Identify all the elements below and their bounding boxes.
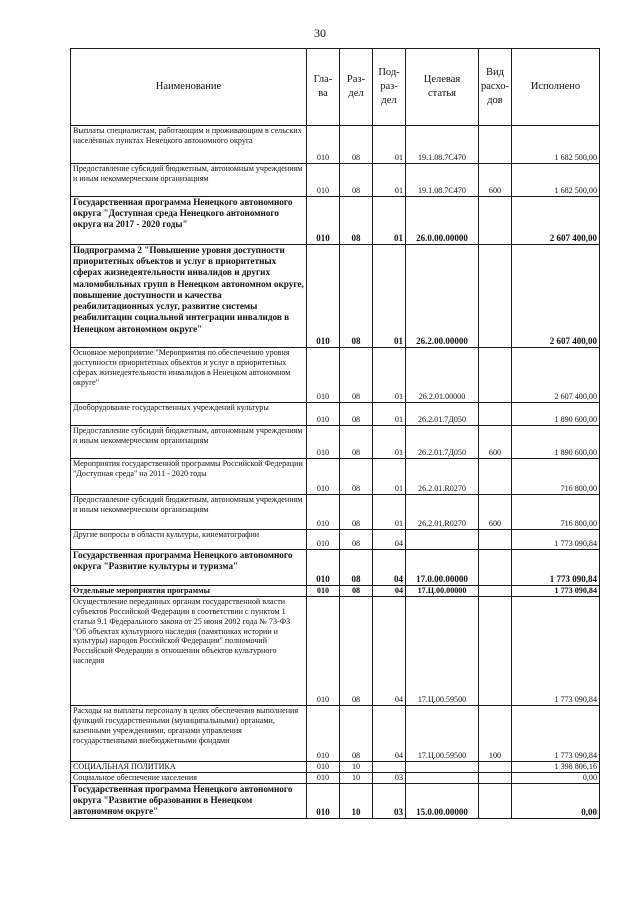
table-row [71,597,600,706]
table-row [71,426,600,459]
row-subsection: 01 [373,164,406,197]
row-target [406,773,479,784]
row-chapter: 010 [307,550,340,586]
row-target: 15.0.00.00000 [406,784,479,819]
row-section: 08 [340,550,373,586]
row-chapter: 010 [307,706,340,762]
row-section: 08 [340,197,373,245]
row-amount: 1 773 090,84 [512,530,600,550]
row-expense-type [479,550,512,586]
row-name: Предоставление субсидий бюджетным, автономным учреждениям и иным некоммерческим организациям [71,495,307,530]
row-subsection: 01 [373,197,406,245]
row-target: 19.1.08.7С470 [406,164,479,197]
row-expense-type: 600 [479,495,512,530]
header-chapter: Гла- ва [307,49,340,126]
row-section: 08 [340,495,373,530]
row-amount: 0,00 [512,773,600,784]
row-subsection: 04 [373,597,406,706]
row-name: Государственная программа Ненецкого автономного округа "Развитие образования в Ненецком автономном округе" [71,784,307,819]
row-target: 26.2.01.R0270 [406,495,479,530]
row-chapter: 010 [307,164,340,197]
row-expense-type [479,586,512,597]
row-subsection: 01 [373,348,406,403]
row-amount: 1 890 600,00 [512,403,600,426]
row-name: Осуществление переданных органам государственной власти субъектов Российской Федерации в соответствии с пунктом 1 статьи 9.1 Федерального закона от 25 июня 2002 года № 73-ФЗ "Об объектах культурного наследия (памятниках истории и культуры) народов Российской Федерации" полномочий Российской Федерации в отношении объектов культурного наследия [71,597,307,706]
row-name: Другие вопросы в области культуры, кинематографии [71,530,307,550]
row-name: Мероприятия государственной программы Российской Федерации "Доступная среда" на 2011 - 2020 годы [71,459,307,495]
budget-table [70,48,600,819]
row-section: 10 [340,773,373,784]
row-chapter: 010 [307,403,340,426]
row-amount: 1 773 090,84 [512,550,600,586]
row-section: 08 [340,706,373,762]
row-subsection: 03 [373,773,406,784]
row-chapter: 010 [307,348,340,403]
table-row [71,197,600,245]
row-section: 08 [340,348,373,403]
row-subsection: 04 [373,586,406,597]
row-subsection: 04 [373,550,406,586]
table-row [71,126,600,164]
row-amount: 1 890 600,00 [512,426,600,459]
row-target: 17.Ц.00.59500 [406,597,479,706]
row-chapter: 010 [307,530,340,550]
table-row [71,164,600,197]
row-chapter: 010 [307,426,340,459]
row-name: Дооборудование государственных учреждений культуры [71,403,307,426]
table-row [71,403,600,426]
row-expense-type: 600 [479,426,512,459]
row-target: 26.0.00.00000 [406,197,479,245]
row-amount: 1 773 090,84 [512,706,600,762]
row-expense-type [479,245,512,348]
row-amount: 716 800,00 [512,495,600,530]
row-section: 10 [340,762,373,773]
row-section: 08 [340,459,373,495]
row-expense-type [479,197,512,245]
row-name: Предоставление субсидий бюджетным, автономным учреждениям и иным некоммерческим организациям [71,426,307,459]
row-target: 26.2.01.00000 [406,348,479,403]
row-expense-type [479,348,512,403]
row-amount: 2 607 400,00 [512,245,600,348]
row-expense-type [479,762,512,773]
header-target: Целевая статья [406,49,479,126]
row-section: 08 [340,164,373,197]
row-subsection: 01 [373,495,406,530]
table-row [71,495,600,530]
row-name: Государственная программа Ненецкого автономного округа "Развитие культуры и туризма" [71,550,307,586]
row-section: 08 [340,126,373,164]
row-expense-type [479,597,512,706]
row-chapter: 010 [307,773,340,784]
row-name: Отдельные мероприятия программы [71,586,307,597]
table-row [71,762,600,773]
row-section: 08 [340,597,373,706]
row-subsection: 04 [373,706,406,762]
row-amount: 1 773 090,84 [512,597,600,706]
row-section: 08 [340,245,373,348]
row-subsection: 01 [373,245,406,348]
row-section: 08 [340,403,373,426]
row-expense-type [479,773,512,784]
row-subsection: 01 [373,426,406,459]
table-row [71,586,600,597]
row-subsection: 03 [373,784,406,819]
row-chapter: 010 [307,245,340,348]
row-target: 19.1.08.7С470 [406,126,479,164]
row-subsection [373,762,406,773]
row-name: Предоставление субсидий бюджетным, автономным учреждениям и иным некоммерческим организациям [71,164,307,197]
row-section: 08 [340,586,373,597]
table-row [71,530,600,550]
row-name: Социальное обеспечение населения [71,773,307,784]
header-name: Наименование [71,49,307,126]
row-expense-type [479,403,512,426]
row-name: СОЦИАЛЬНАЯ ПОЛИТИКА [71,762,307,773]
row-chapter: 010 [307,197,340,245]
row-expense-type [479,459,512,495]
row-amount: 2 607 400,00 [512,197,600,245]
row-amount: 716 800,00 [512,459,600,495]
row-chapter: 010 [307,586,340,597]
row-target: 17.Ц.00.00000 [406,586,479,597]
row-section: 10 [340,784,373,819]
table-row [71,245,600,348]
row-expense-type: 600 [479,164,512,197]
row-target: 17.Ц.00.59500 [406,706,479,762]
row-expense-type [479,784,512,819]
table-row [71,550,600,586]
row-subsection: 04 [373,530,406,550]
row-chapter: 010 [307,495,340,530]
row-target: 26.2.01.7Д050 [406,403,479,426]
row-expense-type [479,530,512,550]
row-name: Государственная программа Ненецкого автономного округа "Доступная среда Ненецкого автономного округа на 2017 - 2020 годы" [71,197,307,245]
table-row [71,706,600,762]
table-row [71,459,600,495]
page-number: 30 [314,26,326,40]
row-expense-type: 100 [479,706,512,762]
row-target [406,530,479,550]
table-row [71,784,600,819]
row-target: 26.2.01.R0270 [406,459,479,495]
header-executed: Исполнено [512,49,600,126]
row-amount: 2 607 400,00 [512,348,600,403]
table-row [71,773,600,784]
row-section: 08 [340,426,373,459]
row-name: Выплаты специалистам, работающим и проживающим в сельских населённых пунктах Ненецкого автономного округа [71,126,307,164]
row-chapter: 010 [307,762,340,773]
row-chapter: 010 [307,597,340,706]
row-amount: 1 773 090,84 [512,586,600,597]
row-target: 17.0.00.00000 [406,550,479,586]
header-subsection: Под- раз- дел [373,49,406,126]
row-expense-type [479,126,512,164]
row-amount: 1 398 806,16 [512,762,600,773]
row-name: Подпрограмма 2 "Повышение уровня доступности приоритетных объектов и услуг в приоритетных сферах жизнедеятельности инвалидов и других маломобильных групп в Ненецком автономном округе, повышение доступности и качества реабилитационных услуг, развитие системы реабилитации социальной интеграции инвалидов в Ненецком автономном округе" [71,245,307,348]
header-expense-type: Вид расхо- дов [479,49,512,126]
row-name: Расходы на выплаты персоналу в целях обеспечения выполнения функций государственными (муниципальными) органами, казенными учреждениями, органами управления государственными внебюджетными фондами [71,706,307,762]
row-amount: 0,00 [512,784,600,819]
row-subsection: 01 [373,126,406,164]
header-row [71,49,600,126]
row-chapter: 010 [307,784,340,819]
row-target [406,762,479,773]
row-section: 08 [340,530,373,550]
row-name: Основное мероприятие "Мероприятия по обеспечению уровня доступности приоритетных объектов и услуг в приоритетных сферах жизнедеятельности инвалидов в Ненецком автономном округе" [71,348,307,403]
row-chapter: 010 [307,459,340,495]
row-amount: 1 682 500,00 [512,164,600,197]
row-chapter: 010 [307,126,340,164]
table-row [71,348,600,403]
header-section: Раз- дел [340,49,373,126]
row-subsection: 01 [373,403,406,426]
row-target: 26.2.01.7Д050 [406,426,479,459]
row-target: 26.2.00.00000 [406,245,479,348]
row-amount: 1 682 500,00 [512,126,600,164]
row-subsection: 01 [373,459,406,495]
